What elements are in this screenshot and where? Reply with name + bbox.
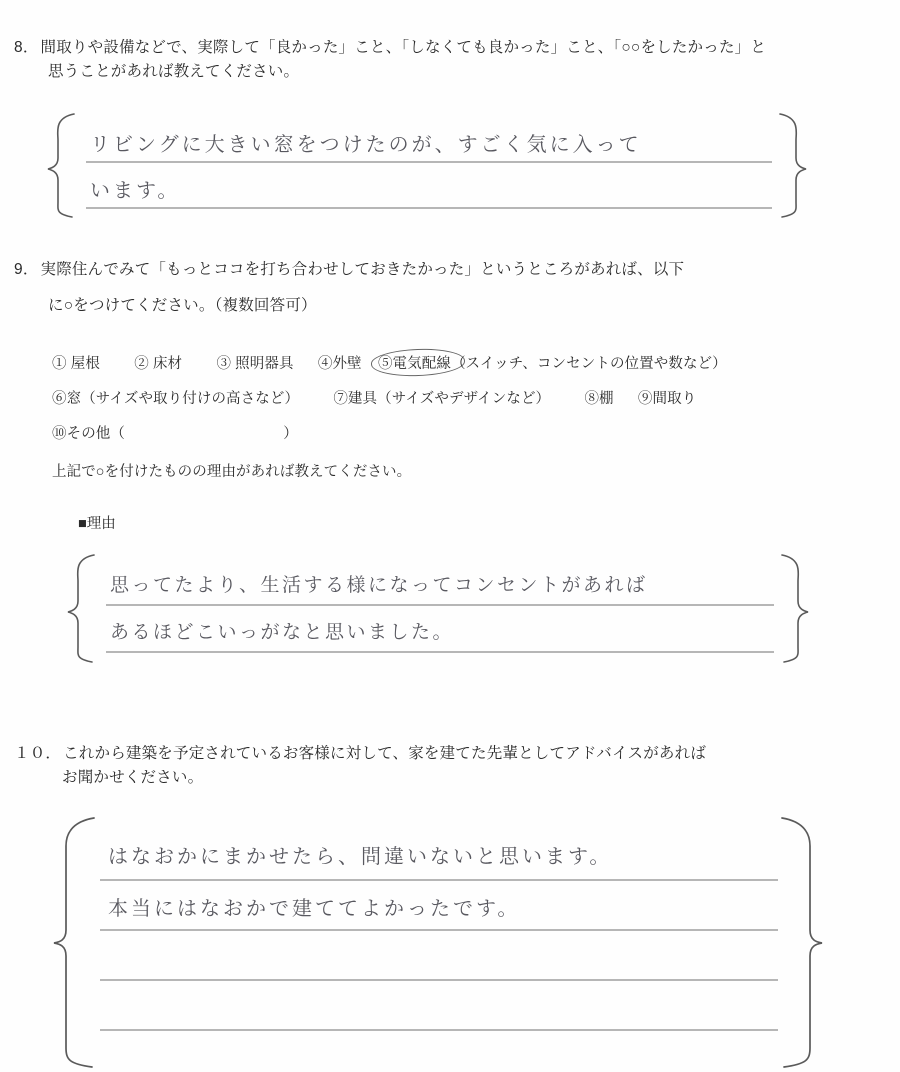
question-8-number: 8． bbox=[14, 39, 39, 56]
option-6-window[interactable]: ⑥窓（サイズや取り付けの高さなど） bbox=[52, 391, 300, 408]
question-9-text-line-1: 実際住んでみて「もっとココを打ち合わせしておきたかった」というところがあれば、以下 bbox=[40, 261, 685, 278]
question-9-reason-label: ■理由 bbox=[78, 515, 116, 532]
question-9-number: 9． bbox=[14, 261, 39, 278]
option-10-other-close: ） bbox=[283, 426, 298, 443]
answer-box-10[interactable] bbox=[38, 812, 838, 1070]
question-10-number: １０． bbox=[14, 745, 62, 762]
answer-8-handwriting-line-1: リビングに大きい窓をつけたのが、すごく気に入って bbox=[90, 134, 642, 156]
question-9-options-row-3 bbox=[0, 411, 900, 446]
option-5-electrical-wiring-selected[interactable]: ⑤電気配線（スイッチ、コンセントの位置や数など） bbox=[378, 353, 727, 376]
question-9-options-row-2 bbox=[0, 376, 900, 411]
option-2-flooring[interactable]: ② 床材 bbox=[134, 356, 183, 372]
option-3-lighting[interactable]: ③ 照明器具 bbox=[216, 356, 294, 372]
answer-box-9[interactable] bbox=[48, 551, 828, 666]
question-8-text-line-1: 間取りや設備などで、実際して「良かった」こと、「しなくても良かった」こと、「○○をしたかった」と bbox=[40, 39, 767, 56]
option-8-shelf[interactable]: ⑧棚 bbox=[584, 391, 614, 408]
question-9-options-row-1 bbox=[0, 353, 900, 376]
option-9-floor-plan[interactable]: ⑨間取り bbox=[637, 391, 697, 408]
question-9 bbox=[0, 258, 900, 318]
answer-9-handwriting-line-1: 思ってたより、生活する様になってコンセントがあれば bbox=[110, 575, 648, 596]
question-8-line-1 bbox=[0, 36, 900, 60]
question-9-options bbox=[0, 353, 900, 533]
option-10-other-label[interactable]: ⑩その他（ bbox=[52, 426, 125, 443]
question-10-text-line-1: これから建築を予定されているお客様に対して、家を建てた先輩としてアドバイスがあれば bbox=[63, 745, 707, 762]
answer-9-handwriting-line-2: あるほどこいっがなと思いました。 bbox=[110, 622, 455, 643]
question-10 bbox=[0, 742, 900, 790]
answer-10-handwriting-line-1: はなおかにまかせたら、問違いないと思います。 bbox=[108, 846, 613, 868]
question-10-line-1 bbox=[0, 742, 900, 766]
option-1-roof[interactable]: ① 屋根 bbox=[52, 356, 100, 372]
answer-8-handwriting-line-2: います。 bbox=[90, 180, 181, 202]
question-8 bbox=[0, 36, 900, 84]
question-8-text-line-2: 思うことがあれば教えてください。 bbox=[48, 63, 300, 81]
question-9-line-1 bbox=[0, 258, 900, 282]
option-4-exterior-wall[interactable]: ④外壁 bbox=[317, 356, 362, 372]
question-9-followup: 上記で○を付けたものの理由があれば教えてください。 bbox=[52, 463, 412, 480]
question-10-text-line-2: お聞かせください。 bbox=[62, 769, 204, 787]
question-9-text-line-2: に○をつけてください。（複数回答可） bbox=[48, 297, 317, 315]
option-7-fittings[interactable]: ⑦建具（サイズやデザインなど） bbox=[333, 391, 551, 408]
answer-box-8[interactable] bbox=[28, 110, 828, 220]
answer-10-handwriting-line-2: 本当にはなおかで建ててよかったです。 bbox=[108, 898, 521, 920]
